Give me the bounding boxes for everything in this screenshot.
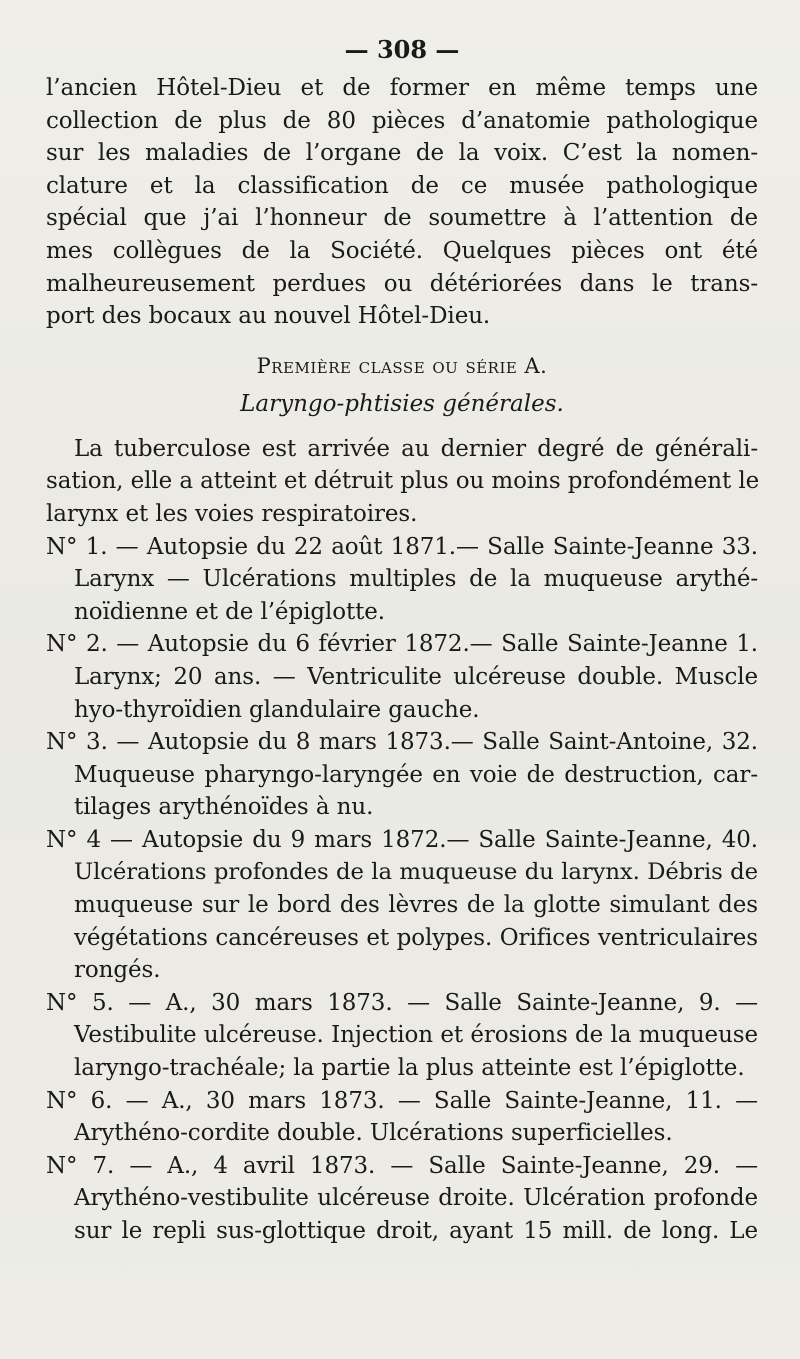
entry-text-line: Arythéno-vestibulite ulcéreuse droite. Ulcération profonde xyxy=(74,1185,758,1212)
entry-text-line: rongés. xyxy=(74,957,161,984)
text-line: l’ancien Hôtel-Dieu et de former en même temps une xyxy=(46,75,758,101)
entry-1 xyxy=(46,531,758,629)
entry-text-line: Larynx — Ulcérations multiples de la muqueuse arythé- xyxy=(74,566,758,593)
page-content xyxy=(46,30,758,1248)
entry-text-line: sur le repli sus-glottique droit, ayant 15 mill. de long. Le xyxy=(74,1218,758,1244)
intro-paragraph xyxy=(46,72,758,333)
entry-text-line: noïdienne et de l’épiglotte. xyxy=(74,598,385,625)
entry-text-line: Ulcérations profondes de la muqueuse du larynx. Débris de xyxy=(74,859,758,886)
entry-text-line: Larynx; 20 ans. — Ventriculite ulcéreuse double. Muscle xyxy=(74,663,758,690)
text-line: port des bocaux au nouvel Hôtel-Dieu. xyxy=(46,303,491,330)
section-subheading: Laryngo-phtisies générales. xyxy=(240,390,564,417)
text-line: spécial que j’ai l’honneur de soumettre à l’attention de xyxy=(46,205,758,232)
entry-header: N° 6. — A., 30 mars 1873. — Salle Sainte-Jeanne, 11. — xyxy=(46,1087,758,1114)
entry-text-line: muqueuse sur le bord des lèvres de la glotte simulant des xyxy=(74,892,758,919)
entry-header: N° 7. — A., 4 avril 1873. — Salle Sainte-Jeanne, 29. — xyxy=(46,1152,758,1179)
text-line: La tuberculose est arrivée au dernier degré de générali- xyxy=(74,435,758,462)
text-line: clature et la classification de ce musée pathologique xyxy=(46,172,758,199)
entry-4 xyxy=(46,824,758,987)
entry-3 xyxy=(46,726,758,824)
entry-text-line: laryngo-trachéale; la partie la plus atteinte est l’épiglotte. xyxy=(74,1055,745,1082)
section-intro-paragraph xyxy=(46,433,758,531)
text-line: sur les maladies de l’organe de la voix. C’est la nomen- xyxy=(46,140,758,167)
text-line: larynx et les voies respiratoires. xyxy=(46,500,418,527)
entry-2 xyxy=(46,628,758,726)
section-heading: Première classe ou série A. xyxy=(256,353,548,378)
entry-text-line: Muqueuse pharyngo-laryngée en voie de destruction, car- xyxy=(74,761,758,788)
text-line: sation, elle a atteint et détruit plus ou moins profondément le xyxy=(46,468,760,495)
entry-header: N° 3. — Autopsie du 8 mars 1873.— Salle Saint-Antoine, 32. xyxy=(46,729,758,756)
page-number: — 308 — xyxy=(344,35,460,64)
entry-header: N° 2. — Autopsie du 6 février 1872.— Salle Sainte-Jeanne 1. xyxy=(46,631,758,658)
entry-header: N° 4 — Autopsie du 9 mars 1872.— Salle Sainte-Jeanne, 40. xyxy=(46,826,758,853)
entry-text-line: tilages arythénoïdes à nu. xyxy=(74,794,374,821)
entry-5 xyxy=(46,987,758,1085)
entry-header: N° 5. — A., 30 mars 1873. — Salle Sainte-Jeanne, 9. — xyxy=(46,989,758,1016)
entry-7 xyxy=(46,1150,758,1248)
entry-header: N° 1. — Autopsie du 22 août 1871.— Salle Sainte-Jeanne 33. xyxy=(46,533,758,560)
entry-text-line: Vestibulite ulcéreuse. Injection et érosions de la muqueuse xyxy=(74,1022,758,1049)
entry-6 xyxy=(46,1085,758,1150)
entry-text-line: hyo-thyroïdien glandulaire gauche. xyxy=(74,696,480,723)
text-line: malheureusement perdues ou détériorées dans le trans- xyxy=(46,270,758,297)
text-line: mes collègues de la Société. Quelques pièces ont été xyxy=(46,237,758,264)
entry-text-line: végétations cancéreuses et polypes. Orifices ventriculaires xyxy=(74,924,758,951)
text-line: collection de plus de 80 pièces d’anatomie pathologique xyxy=(46,107,758,134)
entry-text-line: Arythéno-cordite double. Ulcérations superficielles. xyxy=(74,1120,673,1147)
